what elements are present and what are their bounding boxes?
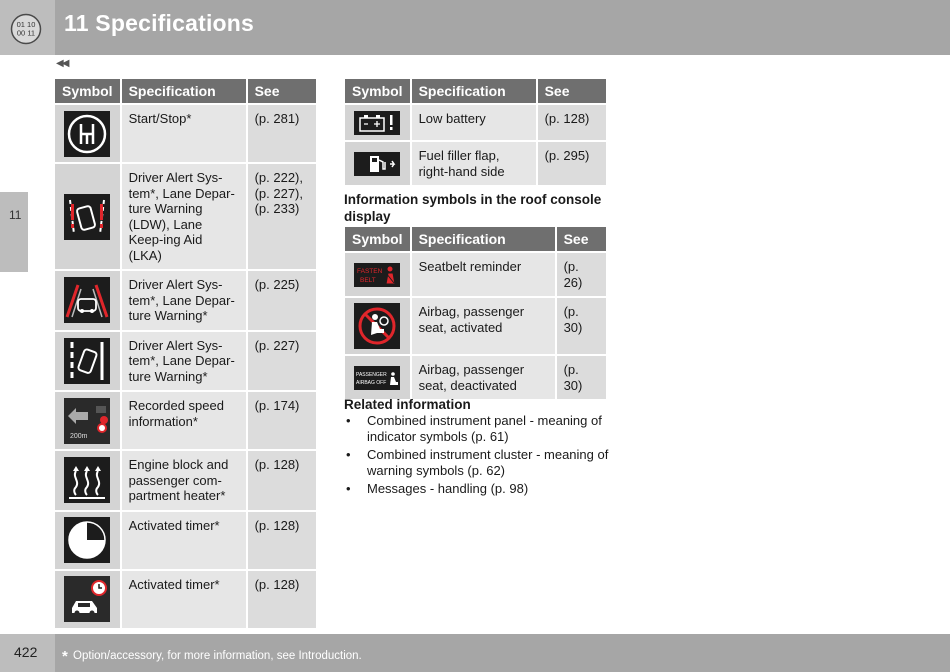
page-ref-cell[interactable]: (p. 30) <box>557 356 606 399</box>
related-link[interactable] <box>344 413 609 444</box>
symbol-cell <box>55 271 120 330</box>
table-header-row <box>345 79 606 103</box>
column-header-specification: Specification <box>122 79 246 103</box>
symbol-cell <box>345 356 410 399</box>
svg-text:BELT: BELT <box>360 276 377 284</box>
page-ref-cell[interactable]: (p. 128) <box>248 571 316 628</box>
driver-alert-lane-warning-icon <box>64 194 110 240</box>
seatbelt-reminder-icon <box>354 263 400 287</box>
symbol-cell <box>55 571 120 628</box>
spec-cell: Airbag, passenger seat, deactivated <box>412 356 555 399</box>
spec-cell: Engine block and passenger com-partment heater* <box>122 451 246 510</box>
table-row <box>345 105 606 140</box>
symbols-table-right-top <box>343 77 608 187</box>
binary-logo-icon <box>10 13 42 45</box>
footnote-text: Option/accessory, for more information, see Introduction. <box>73 650 362 662</box>
related-link-text[interactable]: Messages - handling (p. 98) <box>367 481 529 496</box>
roof-console-heading: Information symbols in the roof console display <box>344 192 602 224</box>
column-header-see: See <box>538 79 606 103</box>
related-link[interactable] <box>344 481 609 497</box>
page-header <box>0 0 950 55</box>
start-stop-icon <box>64 111 110 157</box>
related-information-heading: Related information <box>344 397 471 412</box>
page-ref-cell[interactable]: (p. 26) <box>557 253 606 296</box>
table-row <box>345 356 606 399</box>
column-header-symbol: Symbol <box>345 79 410 103</box>
page-ref-cell[interactable]: (p. 225) <box>248 271 316 330</box>
page-ref-cell[interactable]: (p. 30) <box>557 298 606 354</box>
table-row <box>55 451 316 510</box>
table-row <box>55 332 316 391</box>
page-ref-cell[interactable]: (p. 128) <box>538 105 606 140</box>
bullet-icon: • <box>346 413 351 428</box>
footnote-asterisk: * <box>62 648 68 665</box>
table-row <box>55 164 316 269</box>
lane-departure-car-icon <box>64 338 110 384</box>
symbol-cell <box>55 105 120 162</box>
symbol-cell <box>55 332 120 391</box>
page-ref-cell[interactable]: (p. 227) <box>248 332 316 391</box>
spec-cell: Activated timer* <box>122 512 246 569</box>
column-header-specification: Specification <box>412 227 555 251</box>
symbol-cell <box>55 164 120 269</box>
low-battery-icon <box>354 111 400 135</box>
car-timer-icon <box>64 576 110 622</box>
page-number: 422 <box>14 644 38 660</box>
table-row <box>55 271 316 330</box>
timer-icon <box>64 517 110 563</box>
symbol-cell <box>55 451 120 510</box>
spec-cell: Recorded speed information* <box>122 392 246 449</box>
symbols-table-left <box>53 77 318 630</box>
airbag-deactivated-icon <box>354 366 400 390</box>
page-ref-cell[interactable]: (p. 295) <box>538 142 606 185</box>
symbol-cell <box>55 392 120 449</box>
page-ref-cell[interactable]: (p. 128) <box>248 451 316 510</box>
symbol-cell <box>345 253 410 296</box>
fuel-filler-flap-icon <box>354 152 400 176</box>
spec-cell: Fuel filler flap, right-hand side <box>412 142 536 185</box>
svg-text:PASSENGER: PASSENGER <box>356 371 388 378</box>
spec-cell: Driver Alert Sys-tem*, Lane Depar-ture Warning (LDW), Lane Keep-ing Aid (LKA) <box>122 164 246 269</box>
related-link[interactable] <box>344 447 609 478</box>
table-row <box>55 571 316 628</box>
chapter-number: 11 <box>9 208 22 222</box>
svg-text:200m: 200m <box>70 432 88 440</box>
column-header-symbol: Symbol <box>345 227 410 251</box>
column-header-symbol: Symbol <box>55 79 120 103</box>
spec-cell: Driver Alert Sys-tem*, Lane Depar-ture Warning* <box>122 271 246 330</box>
page-ref-cell[interactable]: (p. 128) <box>248 512 316 569</box>
bullet-icon: • <box>346 447 351 462</box>
spec-cell: Activated timer* <box>122 571 246 628</box>
lane-departure-road-icon <box>64 277 110 323</box>
bullet-icon: • <box>346 481 351 496</box>
column-header-specification: Specification <box>412 79 536 103</box>
table-header-row <box>345 227 606 251</box>
page-ref-cell[interactable]: (p. 222), (p. 227), (p. 233) <box>248 164 316 269</box>
related-link-text[interactable]: Combined instrument cluster - meaning of warning symbols (p. 62) <box>367 447 609 478</box>
symbol-cell <box>345 298 410 354</box>
table-row <box>345 142 606 185</box>
roof-console-symbols-table <box>343 225 608 401</box>
symbol-cell <box>55 512 120 569</box>
table-row <box>55 392 316 449</box>
svg-text:00 11: 00 11 <box>16 28 36 38</box>
previous-page-arrows-icon[interactable]: ◀◀ <box>56 58 68 69</box>
chapter-tab[interactable] <box>0 192 28 272</box>
page-number-box <box>0 634 55 672</box>
spec-cell: Driver Alert Sys-tem*, Lane Depar-ture Warning* <box>122 332 246 391</box>
related-link-text[interactable]: Combined instrument panel - meaning of indicator symbols (p. 61) <box>367 413 602 444</box>
spec-cell: Low battery <box>412 105 536 140</box>
table-row <box>55 105 316 162</box>
svg-text:AIRBAG OFF: AIRBAG OFF <box>356 379 387 386</box>
spec-cell: Start/Stop* <box>122 105 246 162</box>
symbol-cell <box>345 142 410 185</box>
related-information-list <box>344 413 609 500</box>
table-row <box>345 253 606 296</box>
column-header-see: See <box>557 227 606 251</box>
footnote <box>62 646 362 663</box>
page-footer <box>0 634 950 672</box>
symbol-cell <box>345 105 410 140</box>
page-ref-cell[interactable]: (p. 174) <box>248 392 316 449</box>
page-title: 11 Specifications <box>64 10 255 36</box>
spec-cell: Airbag, passenger seat, activated <box>412 298 555 354</box>
svg-text:01 10: 01 10 <box>16 20 36 29</box>
page-ref-cell[interactable]: (p. 281) <box>248 105 316 162</box>
engine-block-heater-icon <box>64 457 110 503</box>
table-header-row <box>55 79 316 103</box>
recorded-speed-icon <box>64 398 110 444</box>
table-row <box>345 298 606 354</box>
spec-cell: Seatbelt reminder <box>412 253 555 296</box>
header-logo-box <box>0 0 55 55</box>
column-header-see: See <box>248 79 316 103</box>
airbag-activated-icon <box>354 303 400 349</box>
table-row <box>55 512 316 569</box>
svg-text:FASTEN: FASTEN <box>357 267 383 275</box>
